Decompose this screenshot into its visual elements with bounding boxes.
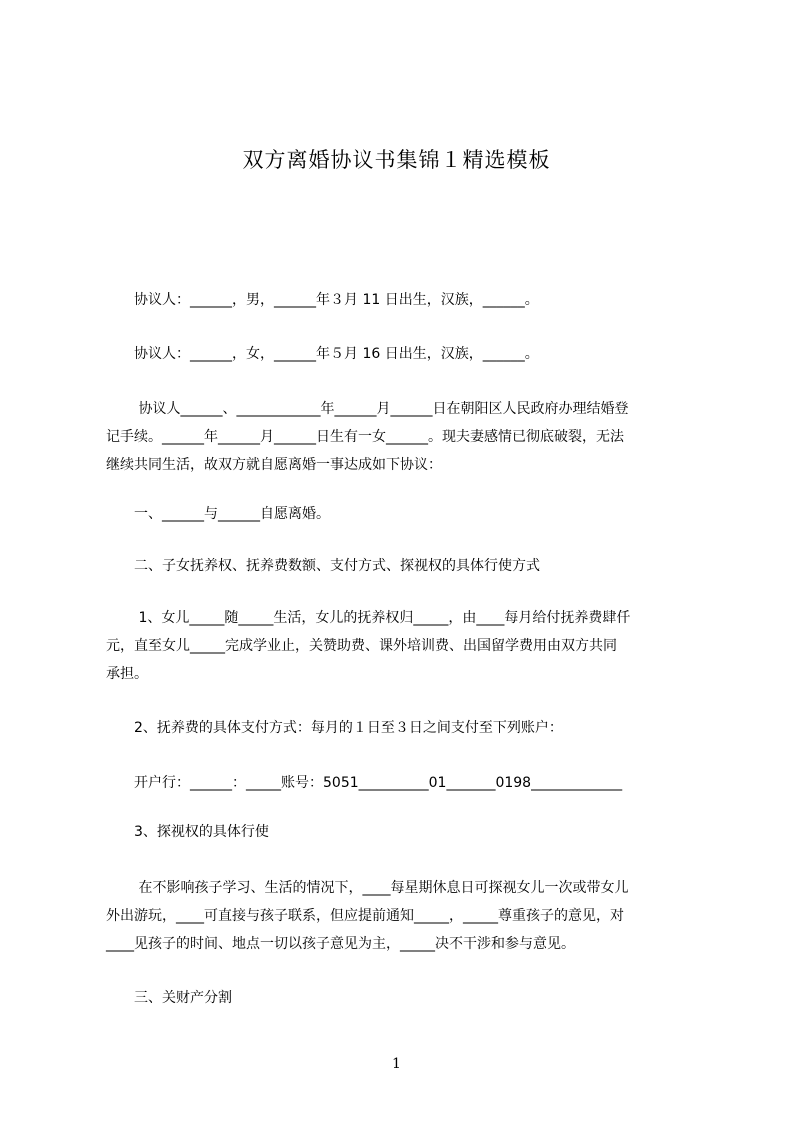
section-heading-3: [106, 984, 706, 1012]
paragraph-line: 外出游玩，____可直接与孩子联系，但应提前通知_____，_____尊重孩子的意见，对: [106, 908, 624, 924]
paragraph-line: 3、探视权的具体行使: [106, 824, 269, 840]
paragraph-line: 继续共同生活，故双方就自愿离婚一事达成如下协议：: [106, 457, 442, 473]
paragraph-line: 承担。: [106, 666, 148, 682]
paragraph-payment-method: [106, 714, 706, 742]
paragraph-party-2: [106, 340, 706, 368]
paragraph-intro: [106, 395, 706, 479]
paragraph-line: 记手续。______年______月______日生有一女______。现夫妻感情已彻底破裂，无法: [106, 429, 624, 445]
paragraph-line: 2、抚养费的具体支付方式：每月的１日至３日之间支付至下列账户：: [106, 720, 563, 736]
section-heading-1: [106, 500, 706, 528]
paragraph-line: 三、关财产分割: [106, 990, 232, 1006]
paragraph-line: 协议人______、____________年______月______日在朝阳区人民政府办理结婚登: [106, 401, 629, 417]
paragraph-custody: [106, 604, 706, 688]
paragraph-visitation: [106, 874, 706, 958]
paragraph-line: 协议人：______，女，______年５月 16 日出生，汉族，______。: [106, 346, 539, 362]
paragraph-line: 二、子女抚养权、抚养费数额、支付方式、探视权的具体行使方式: [106, 558, 540, 574]
paragraph-line: ____见孩子的时间、地点一切以孩子意见为主，_____决不干涉和参与意见。: [106, 936, 575, 952]
document-title: 双方离婚协议书集锦１精选模板: [242, 148, 551, 172]
paragraph-party-1: [106, 286, 706, 314]
page-number: 1: [392, 1056, 401, 1072]
paragraph-line: 元，直至女儿_____完成学业止，关赞助费、课外培训费、出国留学费用由双方共同: [106, 638, 617, 654]
paragraph-line: 一、______与______自愿离婚。: [106, 506, 330, 522]
paragraph-line: 在不影响孩子学习、生活的情况下，____每星期休息日可探视女儿一次或带女儿: [106, 880, 629, 896]
paragraph-line: 开户行：______：_____账号：5051__________01_______0198_____________: [106, 775, 623, 791]
paragraph-line: 1、女儿_____随_____生活，女儿的抚养权归_____，由____每月给付抚养费肆仟: [106, 610, 631, 626]
paragraph-line: 协议人：______，男，______年３月 11 日出生，汉族，______。: [106, 292, 539, 308]
paragraph-bank-account: [106, 769, 706, 797]
section-heading-visitation: [106, 818, 706, 846]
section-heading-2: [106, 552, 706, 580]
